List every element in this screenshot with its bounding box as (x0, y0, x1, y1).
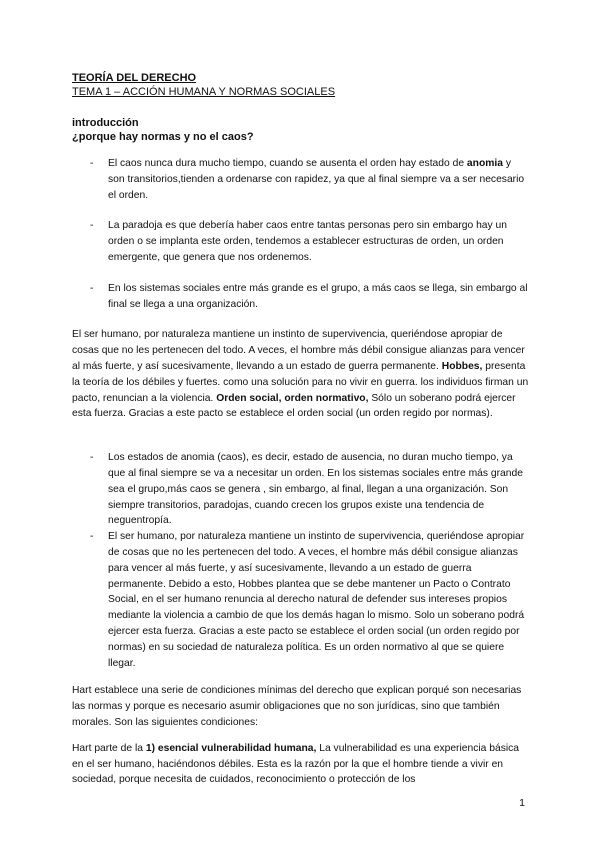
list-item-text: El caos nunca dura mucho tiempo, cuando se ausenta el orden hay estado de (108, 158, 467, 169)
paragraph-bold: Hobbes, (441, 360, 483, 372)
paragraph-hart-vulnerability (72, 741, 530, 788)
section-question: ¿porque hay normas y no el caos? (72, 131, 254, 143)
bullet-list-anomia (72, 450, 530, 671)
list-item: - El ser humano, por naturaleza mantiene un instinto de supervivencia, queriéndose apropiar de cosas que no les pertenecen del todo. A veces, el hombre más débil consigue alianzas para vencer al más fuerte, y así sucesivamente, llevando a un estado de guerra permanente. Debido a esto, Hobbes plantea que se debe mantener un Pacto o Contrato Social, en el ser humano renuncia al derecho natural de defender sus intereses propios mediante la violencia a cambio de que los demás hagan lo mismo. Solo un soberano podrá ejercer esta fuerza. Gracias a este pacto se establece el orden social (un orden regido por normas) en su sociedad de naturaleza política. Es un orden normativo al que se quiere llegar. (72, 529, 530, 671)
paragraph-text: El ser humano, por naturaleza mantiene un instinto de supervivencia, queriéndose apropiar de cosas que no les pertenecen del todo. A veces, el hombre más débil consigue alianzas para vencer al más fuerte, y así sucesivamente, llevando a un estado de guerra permanente. (72, 329, 525, 372)
paragraph-bold: 1) esencial vulnerabilidad humana, (145, 742, 317, 754)
paragraph-bold: Orden social, orden normativo, (216, 392, 369, 404)
paragraph-text: La vulnerabilidad es una experiencia básica en el ser humano, haciéndonos débiles. Esta es la razón por la que el hombre tiende a vivir en sociedad, porque necesita de cuidados, reconocimiento o protección de los (72, 742, 520, 786)
document-subtitle: TEMA 1 – ACCIÓN HUMANA Y NORMAS SOCIALES (72, 86, 336, 98)
list-item: - Los estados de anomia (caos), es decir, estado de ausencia, no duran mucho tiempo, ya que al final siempre se va a necesitar un orden. En los sistemas sociales entre más grande sea el grupo,más caos se genera , sin embargo, al final, llegan a una organización. Son siempre transitorios, paradojas, cuando crecen los grupos existe una tendencia de neguentropía. (72, 450, 530, 529)
paragraph-text: presenta la teoría de los débiles y fuertes. como una solución para no vivir en guerra. los individuos firman un pacto, renuncian a la violencia. (72, 360, 529, 404)
paragraph-hart-intro: Hart establece una serie de condiciones mínimas del derecho que explican porqué son necesarias las normas y porque es necesario asumir obligaciones que no son jurídicas, sino que también morales. Son las siguientes condiciones: (72, 685, 522, 728)
document-title: TEORÍA DEL DERECHO (72, 72, 197, 84)
list-item-text: y son transitorios,tienden a ordenarse con rapidez, ya que al final siempre va a ser necesario el orden. (108, 158, 525, 201)
bullet-list-intro (72, 156, 530, 312)
list-item: - En los sistemas sociales entre más grande es el grupo, a más caos se llega, sin embargo al final se llega a una organización. (72, 281, 530, 313)
section-heading: introducción (72, 117, 139, 129)
paragraph-text: Sólo un soberano podrá ejercer esta fuerza. Gracias a este pacto se establece el orden social (un orden regido por normas). (72, 392, 516, 420)
list-item: - La paradoja es que debería haber caos entre tantas personas pero sin embargo hay un orden o se implanta este orden, tendemos a establecer estructuras de orden, un orden emergente, que genera que nos ordenemos. (72, 218, 530, 265)
paragraph-hobbes (72, 327, 530, 422)
list-item (72, 156, 530, 203)
paragraph-text: Hart parte de la (72, 742, 146, 754)
page-number: 1 (519, 797, 525, 809)
list-item-bold: anomia (466, 158, 503, 169)
